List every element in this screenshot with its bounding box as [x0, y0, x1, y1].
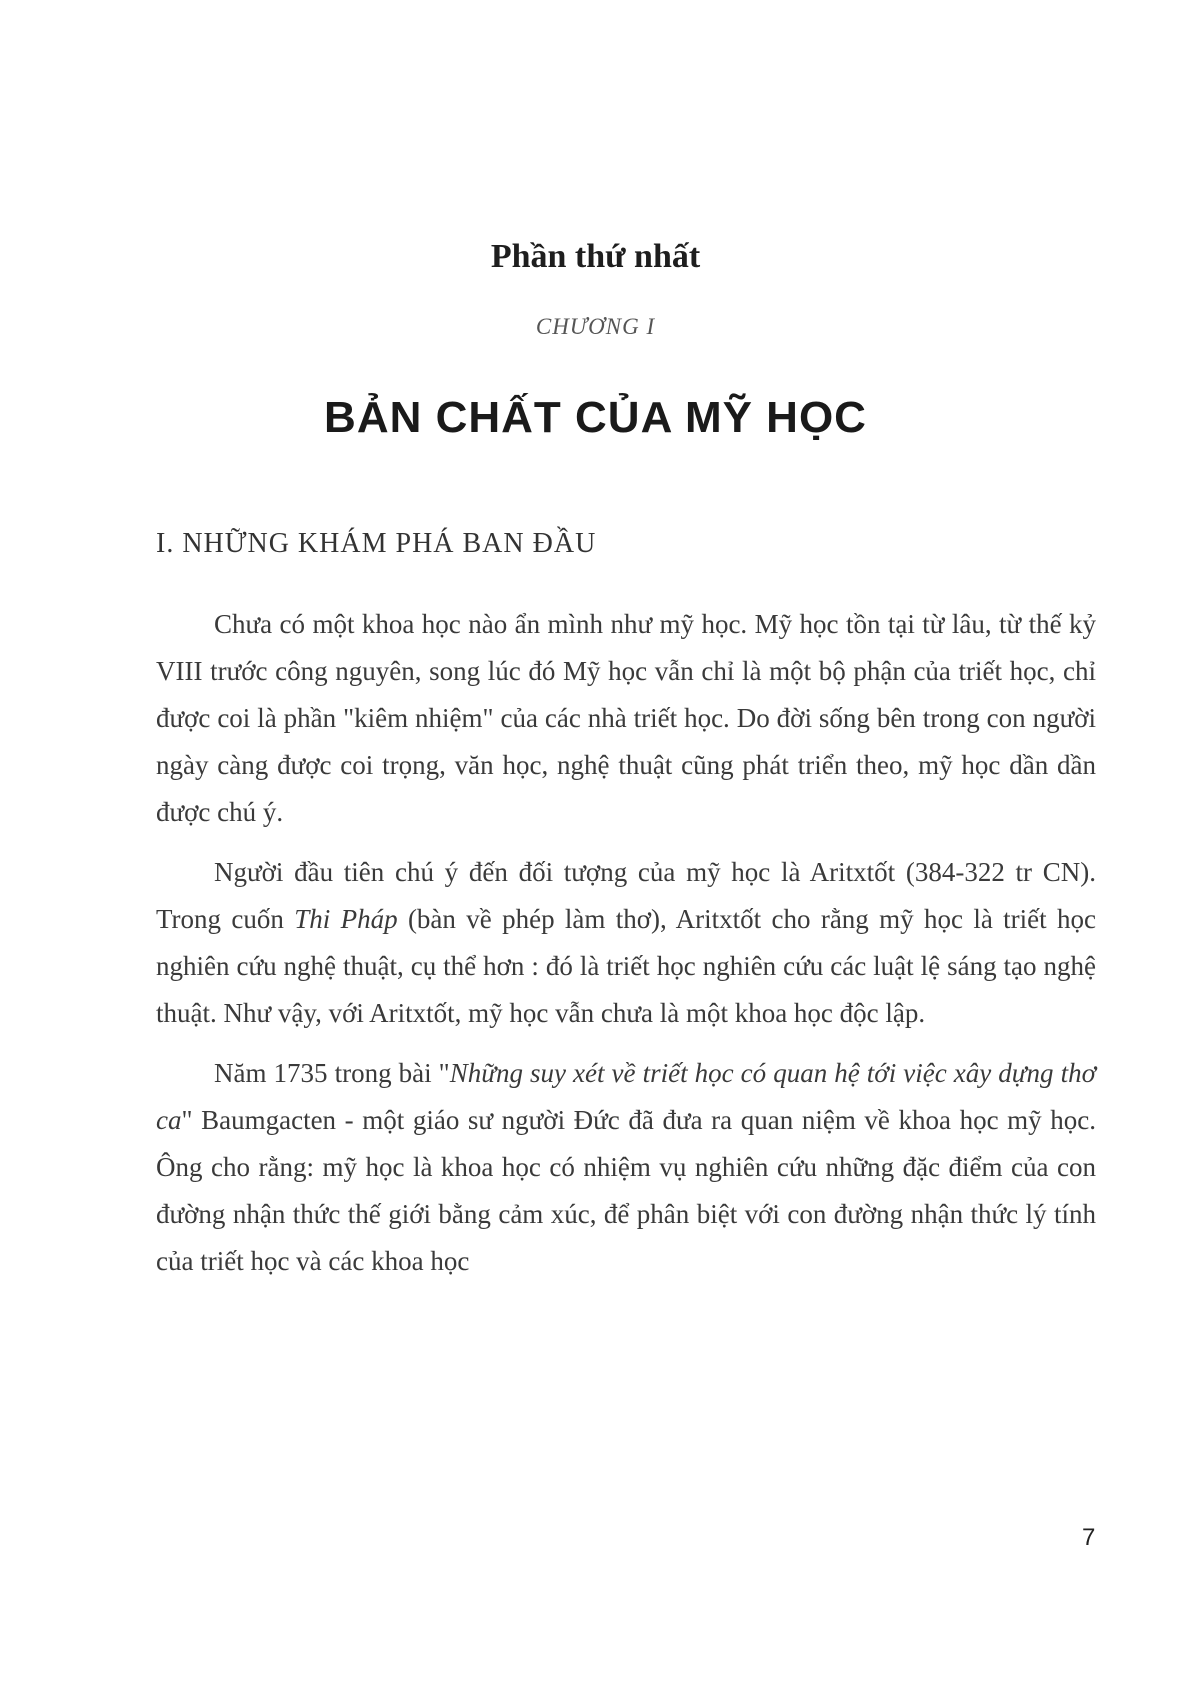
paragraph-text: (bàn về phép làm thơ), Aritxtốt cho rằng mỹ học là triết học nghiên cứu nghệ thuật, cụ thể hơn : đó là triết học nghiên cứu các luật lệ sáng tạo nghệ thuật. Như vậy, với Aritxtốt, mỹ học vẫn chưa là một khoa học độc lập.: [156, 904, 1096, 1028]
page-number: 7: [1082, 1524, 1096, 1551]
paragraph-text: Chưa có một khoa học nào ẩn mình như mỹ học. Mỹ học tồn tại từ lâu, từ thế kỷ VIII trước công nguyên, song lúc đó Mỹ học vẫn chỉ là một bộ phận của triết học, chỉ được coi là phần "kiêm nhiệm" của các nhà triết học. Do đời sống bên trong con người ngày càng được coi trọng, văn học, nghệ thuật cũng phát triển theo, mỹ học dần dần được chú ý.: [156, 609, 1096, 827]
paragraph: [156, 601, 1096, 836]
section-heading: I. NHỮNG KHÁM PHÁ BAN ĐẦU: [156, 528, 597, 559]
chapter-label: CHƯƠNG I: [535, 314, 656, 339]
chapter-title: BẢN CHẤT CỦA MỸ HỌC: [324, 393, 867, 442]
paragraph-text: " Baumgacten - một giáo sư người Đức đã đưa ra quan niệm về khoa học mỹ học. Ông cho rằng: mỹ học là khoa học có nhiệm vụ nghiên cứu những đặc điểm của con đường nhận thức thế giới bằng cảm xúc, để phân biệt với con đường nhận thức lý tính của triết học và các khoa học: [156, 1105, 1096, 1276]
part-title: Phần thứ nhất: [490, 238, 701, 275]
paragraph-text: Người đầu tiên chú ý đến đối tượng của mỹ học là Aritxtốt (384-322 tr CN). Trong cuốn: [156, 857, 1096, 934]
paragraph: [156, 1050, 1096, 1285]
paragraph-text: Năm 1735 trong bài ": [214, 1058, 450, 1088]
work-title-italic: Những suy xét về triết học có quan hệ tới việc xây dựng thơ ca: [156, 1058, 1096, 1135]
paragraph: [156, 849, 1096, 1037]
body-text: [156, 601, 1096, 1298]
book-title-italic: Thi Pháp: [294, 904, 398, 934]
